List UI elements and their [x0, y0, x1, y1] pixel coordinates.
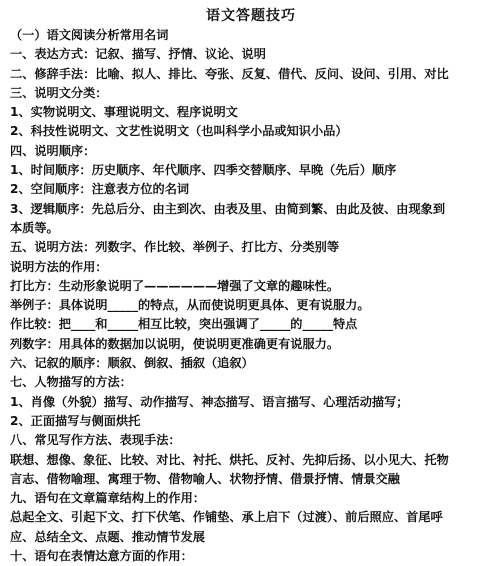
text-line: 2、正面描写与侧面烘托: [10, 413, 141, 428]
text-line: 1、时间顺序：历史顺序、年代顺序、四季交替顺序、早晚（先后）顺序: [10, 163, 397, 178]
text-line: 作比较：把____和_____相互比较，突出强调了_____的_____特点: [10, 317, 358, 332]
text-line: 总起全文、引起下文、打下伏笔、作铺垫、承上启下（过渡）、前后照应、首尾呼: [10, 510, 443, 525]
text-line: （一）语文阅读分析常用名词: [10, 28, 169, 42]
text-line: 1、实物说明文、事理说明文、程序说明文: [10, 105, 238, 120]
text-line: 五、说明方法：列数字、作比较、举例子、打比方、分类别等: [10, 240, 340, 255]
text-line: 本质等。: [10, 220, 59, 235]
text-line: 3、逻辑顺序：先总后分、由主到次、由表及里、由简到繁、由此及彼、由现象到: [10, 201, 446, 216]
text-line: 联想、想像、象征、比较、对比、衬托、烘托、反衬、先抑后扬、以小见大、托物: [10, 452, 449, 467]
page-title: 语文答题技巧: [206, 8, 296, 24]
text-line: 2、科技性说明文、文艺性说明文（也叫科学小品或知识小品）: [10, 124, 348, 139]
text-line: 打比方：生动形象说明了——————增强了文章的趣味性。: [10, 278, 340, 293]
text-line: 应、总结全文、点题、推动情节发展: [10, 529, 205, 544]
text-line: 举例子：具体说明_____的特点，从而使说明更具体、更有说服力。: [10, 298, 370, 313]
text-line: 六、记叙的顺序：顺叙、倒叙、插叙（追叙）: [10, 356, 254, 371]
text-line: 八、常见写作方法、表现手法：: [10, 433, 181, 448]
text-line: 言志、借物喻理、寓理于物、借物喻人、状物抒情、借景抒情、情景交融: [10, 471, 400, 486]
text-line: 三、说明文分类：: [10, 85, 108, 100]
text-line: 二、修辞手法：比喻、拟人、排比、夸张、反复、借代、反问、设问、引用、对比: [10, 66, 449, 81]
text-line: 四、说明顺序：: [10, 143, 96, 158]
text-line: 1、肖像（外貌）描写、动作描写、神态描写、语言描写、心理活动描写；: [10, 394, 409, 409]
text-body: [10, 26, 492, 566]
text-line: 说明方法的作用：: [10, 259, 108, 274]
text-line: 列数字：用具体的数据加以说明，使说明更准确更有说服力。: [10, 336, 340, 351]
text-line: 七、人物描写的方法：: [10, 375, 132, 390]
text-line: 九、语句在文章篇章结构上的作用：: [10, 491, 205, 506]
text-line: 2、空间顺序：注意表方位的名词: [10, 182, 190, 197]
text-line: 十、语句在表情达意方面的作用：: [10, 549, 193, 564]
text-line: 一、表达方式：记叙、描写、抒情、议论、说明: [10, 47, 266, 62]
